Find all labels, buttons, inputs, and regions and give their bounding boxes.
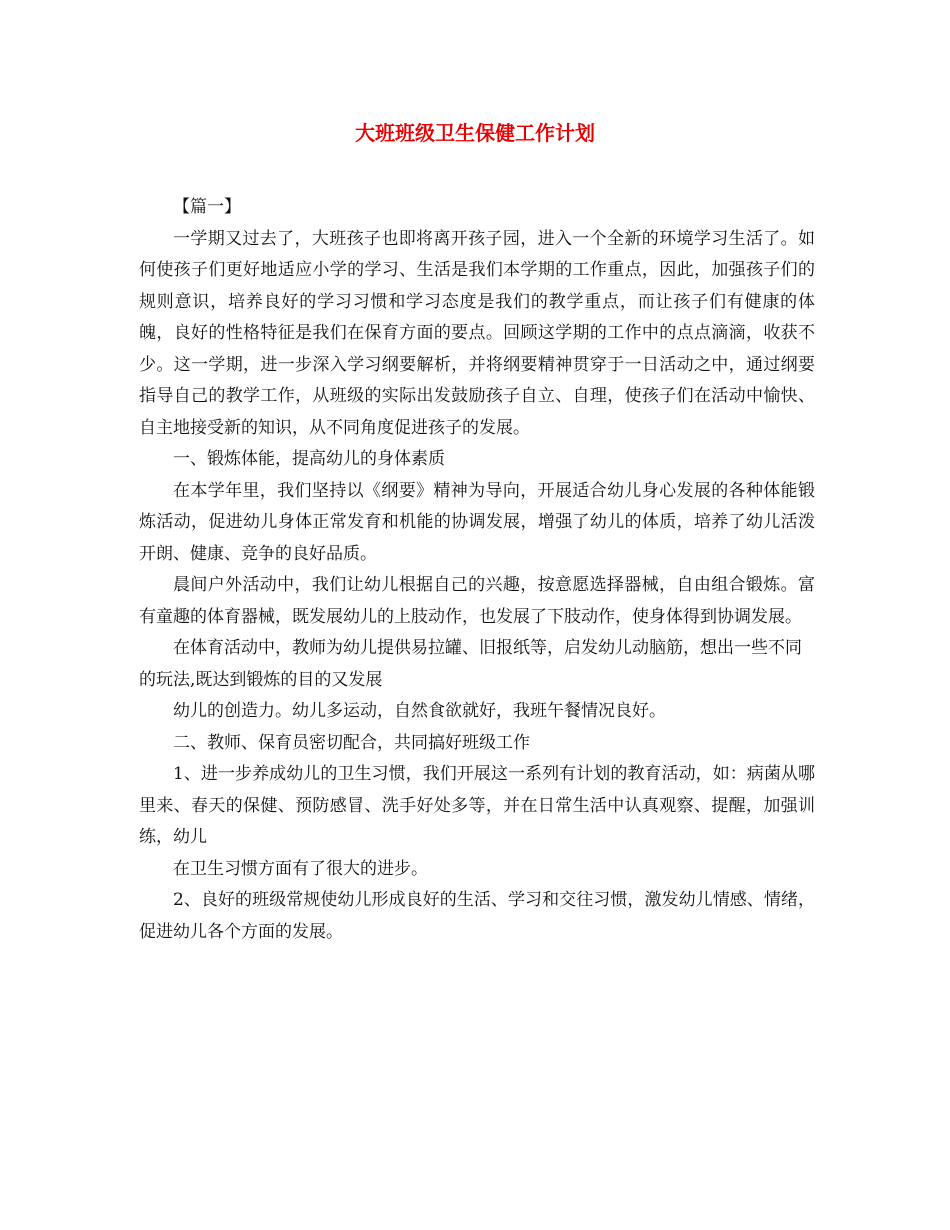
paragraph-hygiene-habits: 1、进一步养成幼儿的卫生习惯，我们开展这一系列有计划的教育活动，如：病菌从哪里来、春天的保健、预防感冒、洗手好处多等，并在日常生活中认真观察、提醒，加强训练，幼儿 [139,764,815,847]
paragraph-class-routine: 2、良好的班级常规使幼儿形成良好的生活、学习和交往习惯，激发幼儿情感、情绪，促进幼儿各个方面的发展。 [139,890,815,942]
document-title: 大班班级卫生保健工作计划 [355,121,595,145]
heading-one: 一、锻炼体能，提高幼儿的身体素质 [173,449,445,469]
paragraph-sports-activity: 在体育活动中，教师为幼儿提供易拉罐、旧报纸等，启发幼儿动脑筋，想出一些不同的玩法,既达到锻炼的目的又发展 [139,638,802,690]
section-marker: 【篇一】 [173,197,241,217]
paragraph-morning-activity: 晨间户外活动中，我们让幼儿根据自己的兴趣，按意愿选择器械，自由组合锻炼。富有童趣的体育器械，既发展幼儿的上肢动作，也发展了下肢动作，使身体得到协调发展。 [139,575,815,627]
paragraph-creativity: 幼儿的创造力。幼儿多运动，自然食欲就好，我班午餐情况良好。 [173,701,666,721]
paragraph-fitness: 在本学年里，我们坚持以《纲要》精神为导向，开展适合幼儿身心发展的各种体能锻炼活动，促进幼儿身体正常发育和机能的协调发展，增强了幼儿的体质，培养了幼儿活泼开朗、健康、竞争的良好品质。 [139,480,815,564]
intro-paragraph: 一学期又过去了，大班孩子也即将离开孩子园，进入一个全新的环境学习生活了。如何使孩子们更好地适应小学的学习、生活是我们本学期的工作重点，因此，加强孩子们的规则意识，培养良好的学习习惯和学习态度是我们的教学重点，而让孩子们有健康的体魄，良好的性格特征是我们在保育方面的要点。回顾这学期的工作中的点点滴滴，收获不少。这一学期，进一步深入学习纲要解析，并将纲要精神贯穿于一日活动之中，通过纲要指导自己的教学工作，从班级的实际出发鼓励孩子自立、自理，使孩子们在活动中愉快、自主地接受新的知识，从不同角度促进孩子的发展。 [139,228,815,438]
heading-two: 二、教师、保育员密切配合，共同搞好班级工作 [173,732,530,753]
document-body [139,192,815,948]
paragraph-hygiene-progress: 在卫生习惯方面有了很大的进步。 [173,858,428,879]
